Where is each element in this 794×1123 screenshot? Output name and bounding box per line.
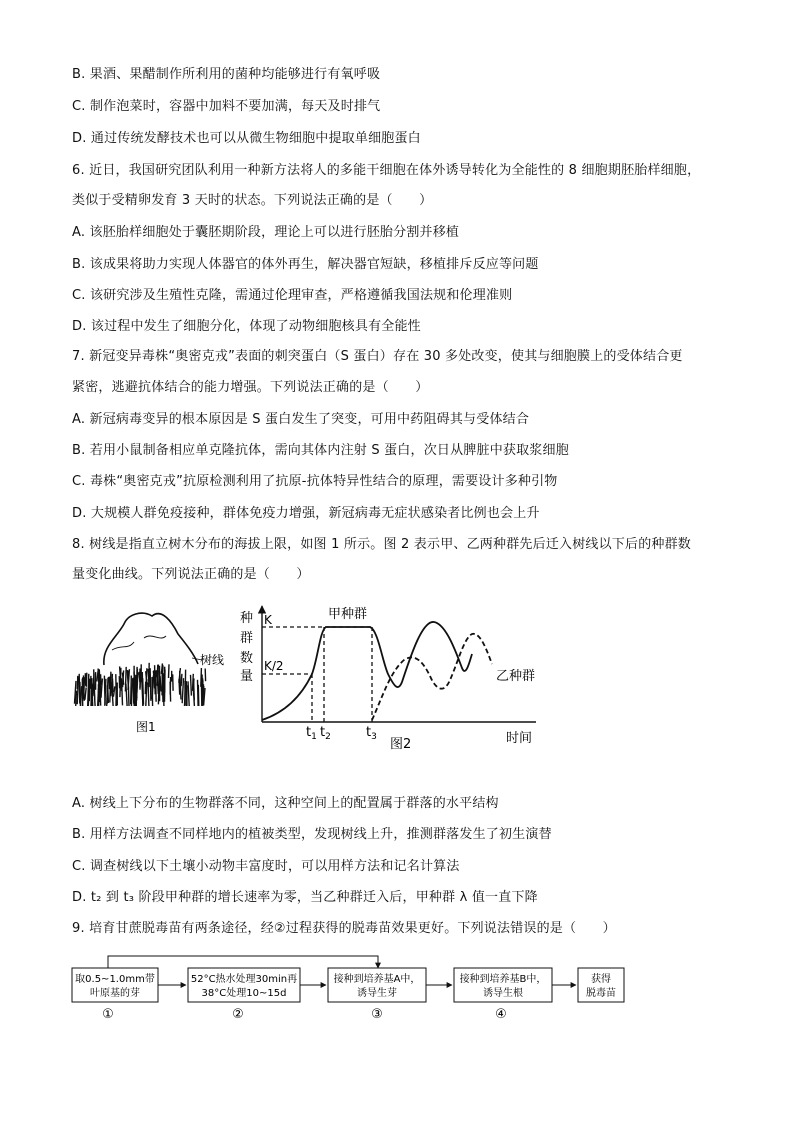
q6-option-a: A. 该胚胎样细胞处于囊胚期阶段，理论上可以进行胚胎分割并移植 [72,225,460,240]
q8-option-d: D. t₂ 到 t₃ 阶段甲种群的增长速率为零，当乙种群迁入后，甲种群 λ 值一直下降 [72,890,538,905]
forest-stroke [123,670,124,687]
q8-option-b: B. 用样方法调查不同样地内的植被类型，发现树线上升，推测群落发生了初生演替 [72,827,552,842]
step-1-text-1: 取0.5~1.0mm带 [75,974,155,985]
figure-1-caption: 图1 [136,720,156,734]
k-label: K [264,613,272,627]
figure-2-caption: 图2 [390,737,412,752]
forest-stroke [185,686,186,706]
forest-stroke [100,681,101,698]
forest-stroke [143,678,144,704]
forest-stroke [76,691,77,706]
x-axis-label: 时间 [506,731,533,746]
forest-hatching [75,663,206,706]
forest-stroke [170,682,171,702]
q6-option-c: C. 该研究涉及生殖性克隆，需通过伦理审查，严格遵循我国法规和伦理准则 [72,288,513,303]
forest-stroke [156,670,157,683]
q7-stem-line1: 7. 新冠变异毒株“奥密克戎”表面的刺突蛋白（S 蛋白）存在 30 多处改变，使其与细胞膜上的受体结合更 [72,349,683,364]
forest-stroke [116,674,117,706]
step-4-text-1: 接种到培养基B中， [459,974,547,985]
step-5-text-2: 脱毒苗 [586,988,616,999]
step-5-text-1: 获得 [591,974,611,985]
q6-stem-line1: 6. 近日，我国研究团队利用一种新方法将人的多能干细胞在体外诱导转化为全能性的 8 细胞期胚胎样细胞， [72,163,701,178]
forest-stroke [113,686,115,696]
y-label-char-2: 群 [240,631,254,646]
k-half-label: K/2 [264,659,284,673]
step-2-text-1: 52°C热水处理30min再 [190,974,298,985]
forest-stroke [182,678,183,703]
series-b-label: 乙种群 [496,669,536,684]
q7-option-b: B. 若用小鼠制备相应单克隆抗体，需向其体内注射 S 蛋白，次日从脾脏中获取浆细胞 [72,443,569,458]
forest-stroke [85,688,86,700]
q8-option-a: A. 树线上下分布的生物群落不同，这种空间上的配置属于群落的水平结构 [72,796,499,811]
forest-stroke [169,664,170,678]
t3-label: $t_3$ [366,725,377,742]
forest-stroke [198,680,199,706]
q7-option-c: C. 毒株“奥密克戎”抗原检测利用了抗原-抗体特异性结合的原理，需要设计多种引物 [72,474,558,489]
forest-stroke [128,682,129,706]
forest-stroke [152,677,153,706]
forest-stroke [150,668,151,701]
y-label-char-3: 数 [240,651,254,666]
forest-stroke [137,673,138,694]
q6-option-b: B. 该成果将助力实现人体器官的体外再生，解决器官短缺，移植排斥反应等问题 [72,257,539,272]
forest-stroke [191,675,192,696]
forest-stroke [86,673,87,687]
q8-option-c: C. 调查树线以下土壤小动物丰富度时，可以用样方法和记名计算法 [72,859,460,874]
series-a-curve [262,622,472,720]
step-number-4: ④ [495,1007,507,1022]
bypass-arrow [108,956,378,968]
q9-stem: 9. 培育甘蔗脱毒苗有两条途径，经②过程获得的脱毒苗效果更好。下列说法错误的是（ ） [72,921,616,936]
q6-stem-line2: 类似于受精卵发育 3 天时的状态。下列说法正确的是（ ） [72,193,433,208]
t2-label: $t_2$ [320,725,331,742]
q8-stem-line1: 8. 树线是指直立树木分布的海拔上限，如图 1 所示。图 2 表示甲、乙两种群先后迁入树线以下后的种群数 [72,537,692,552]
forest-stroke [194,680,195,700]
figure-9-flowchart [70,950,630,1030]
forest-stroke [165,670,166,702]
forest-stroke [188,681,189,706]
figure-2-population-chart [236,600,556,760]
t1-label: $t_1$ [306,725,317,742]
q7-stem-line2: 紧密，逃避抗体结合的能力增强。下列说法正确的是（ ） [72,380,429,395]
forest-stroke [180,671,181,700]
q5-option-b: B. 果酒、果醋制作所利用的菌种均能够进行有氧呼吸 [72,67,381,82]
q5-option-d: D. 通过传统发酵技术也可以从微生物细胞中提取单细胞蛋白 [72,131,421,146]
q7-option-d: D. 大规模人群免疫接种，群体免疫力增强，新冠病毒无症状感染者比例也会上升 [72,506,540,521]
forest-stroke [92,686,93,706]
step-3-text-2: 诱导生芽 [357,988,397,999]
forest-stroke [77,676,78,689]
forest-stroke [125,667,126,692]
step-number-3: ③ [371,1007,383,1022]
series-a-label: 甲种群 [328,607,368,622]
y-label-char-1: 种 [240,611,254,626]
treeline-label: 树线 [200,653,225,667]
forest-stroke [155,665,156,694]
forest-stroke [113,679,114,693]
mountain-outline [104,613,198,665]
q6-option-d: D. 该过程中发生了细胞分化，体现了动物细胞核具有全能性 [72,319,421,334]
forest-stroke [161,663,162,674]
step-3-text-1: 接种到培养基A中， [333,974,421,985]
forest-stroke [160,676,161,691]
mountain-ridges [112,636,166,650]
figure-1-treeline [72,602,242,752]
step-4-text-2: 诱导生根 [483,988,523,999]
q7-option-a: A. 新冠病毒变异的根本原因是 S 蛋白发生了突变，可用中药阻碍其与受体结合 [72,412,530,427]
step-number-2: ② [232,1007,244,1022]
forest-stroke [201,668,202,687]
forest-stroke [108,686,109,703]
y-label-char-4: 量 [240,669,254,684]
step-1-text-2: 叶原基的芽 [90,988,140,999]
forest-stroke [135,675,136,686]
step-2-text-2: 38°C处理10~15d [201,988,287,999]
forest-stroke [181,674,182,686]
q5-option-c: C. 制作泡菜时，容器中加料不要加满，每天及时排气 [72,99,381,114]
q8-stem-line2: 量变化曲线。下列说法正确的是（ ） [72,567,310,582]
step-number-1: ① [102,1007,114,1022]
